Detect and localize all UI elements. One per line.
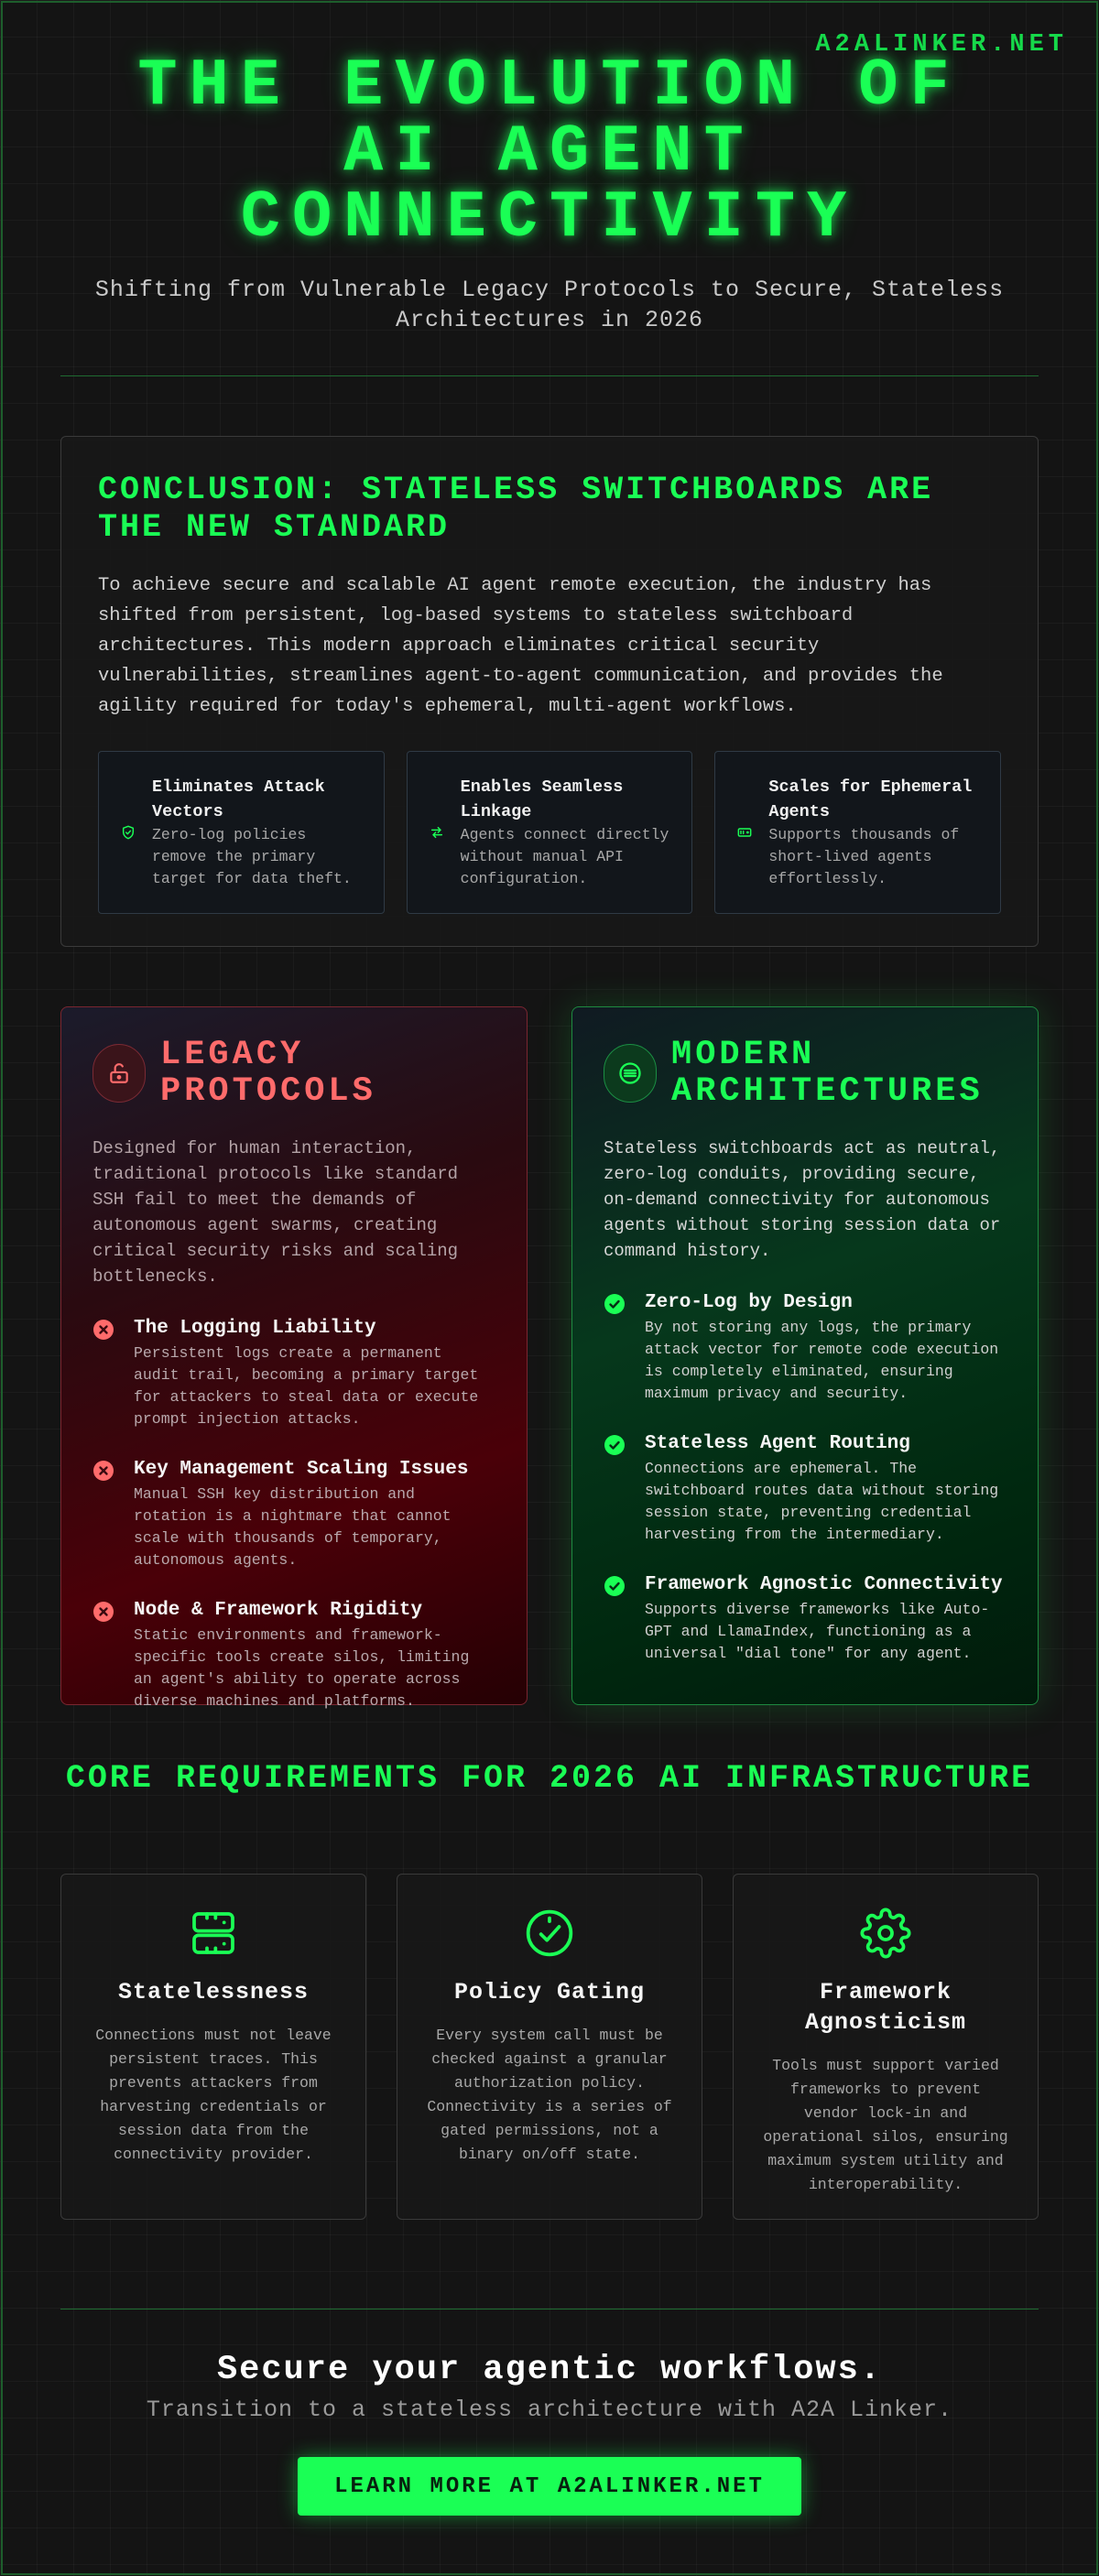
benefit-desc: Supports thousands of short-lived agents effortlessly. xyxy=(768,826,960,887)
benefit-list xyxy=(98,751,1001,914)
point-desc: Connections are ephemeral. The switchboard routes data without storing session state, preventing credential harvesting from the intermediary. xyxy=(645,1460,999,1543)
lock-open-icon xyxy=(92,1044,146,1103)
list-item xyxy=(92,1317,495,1430)
conclusion-card xyxy=(60,436,1039,947)
list-item xyxy=(92,1599,495,1712)
list-item xyxy=(604,1432,1007,1546)
arrows-exchange-icon xyxy=(430,825,446,840)
benefit-card xyxy=(98,751,385,914)
list-item xyxy=(604,1573,1007,1665)
benefit-desc: Agents connect directly without manual API configuration. xyxy=(460,826,669,887)
benefit-title: Eliminates Attack Vectors xyxy=(152,777,325,821)
modern-header xyxy=(604,1037,1007,1110)
benefit-card xyxy=(407,751,693,914)
server-icon xyxy=(89,1908,338,1959)
cta-title: Secure your agentic workflows. xyxy=(216,2351,883,2389)
benefit-title: Enables Seamless Linkage xyxy=(460,777,624,821)
requirement-card-policy-gating xyxy=(397,1874,702,2220)
check-circle-icon xyxy=(604,1293,627,1405)
benefit-title: Scales for Ephemeral Agents xyxy=(768,777,973,821)
requirement-card-framework-agnosticism xyxy=(733,1874,1039,2220)
point-desc: By not storing any logs, the primary attack vector for remote code execution is completely eliminated, ensuring maximum privacy and security. xyxy=(645,1319,999,1402)
requirement-desc: Every system call must be checked against a granular authorization policy. Connectivity is a series of gated permissions, not a binary on/off state. xyxy=(427,2027,672,2163)
conclusion-title: CONCLUSION: STATELESS SWITCHBOARDS ARE THE NEW STANDARD xyxy=(98,472,934,546)
requirement-card-statelessness xyxy=(60,1874,366,2220)
benefit-desc: Zero-log policies remove the primary target for data theft. xyxy=(152,826,352,887)
point-title: Framework Agnostic Connectivity xyxy=(645,1574,1003,1595)
point-desc: Persistent logs create a permanent audit trail, becoming a primary target for attackers to steal data or execute prompt injection attacks. xyxy=(134,1344,479,1428)
legacy-point-list xyxy=(92,1317,495,1712)
point-title: Key Management Scaling Issues xyxy=(134,1459,469,1480)
gear-icon xyxy=(761,1908,1010,1959)
learn-more-button[interactable]: LEARN MORE AT A2ALINKER.NET xyxy=(298,2457,801,2516)
requirements-title: CORE REQUIREMENTS FOR 2026 AI INFRASTRUCTURE xyxy=(65,1760,1034,1797)
server-stack-icon xyxy=(737,825,754,840)
list-item xyxy=(92,1458,495,1571)
point-desc: Static environments and framework-specific tools create silos, limiting an agent's ability to operate across diverse machines and platforms. xyxy=(134,1626,470,1710)
point-desc: Supports diverse frameworks like Auto-GPT and LlamaIndex, functioning as a universal "dial tone" for any agent. xyxy=(645,1601,990,1662)
legacy-title: LEGACY PROTOCOLS xyxy=(160,1036,376,1111)
modern-architectures-card xyxy=(571,1006,1039,1705)
point-title: Node & Framework Rigidity xyxy=(134,1600,423,1621)
requirement-desc: Tools must support varied frameworks to prevent vendor lock-in and operational silos, ensuring maximum system utility and interoperability. xyxy=(763,2057,1008,2193)
modern-intro: Stateless switchboards act as neutral, zero-log conduits, providing secure, on-demand connectivity for autonomous agents without storing session data or command history. xyxy=(604,1138,1001,1261)
page-subtitle: Shifting from Vulnerable Legacy Protocols to Secure, Stateless Architectures in 2026 xyxy=(94,277,1005,333)
point-desc: Manual SSH key distribution and rotation is a nightmare that cannot scale with thousands of temporary, autonomous agents. xyxy=(134,1485,452,1569)
requirement-desc: Connections must not leave persistent traces. This prevents attackers from harvesting credentials or session data from the connectivity provider. xyxy=(95,2027,332,2163)
conclusion-body: To achieve secure and scalable AI agent remote execution, the industry has shifted from persistent, log-based systems to stateless switchboard architectures. This modern approach eliminates critical security vulnerabilities, streamlines agent-to-agent communication, and provides the agility required for today's ephemeral, multi-agent workflows. xyxy=(98,575,943,717)
list-item xyxy=(604,1291,1007,1405)
legacy-header xyxy=(92,1037,495,1110)
cta-subtitle: Transition to a stateless architecture with A2A Linker. xyxy=(146,2397,953,2423)
requirement-title: Statelessness xyxy=(117,1979,310,2005)
legacy-protocols-card xyxy=(60,1006,528,1710)
x-circle-icon xyxy=(92,1601,116,1712)
point-title: Stateless Agent Routing xyxy=(645,1433,910,1454)
x-circle-icon xyxy=(92,1460,116,1571)
badge-check-icon xyxy=(425,1908,674,1959)
page-title: THE EVOLUTION OF AI AGENT CONNECTIVITY xyxy=(137,49,962,255)
divider xyxy=(60,375,1039,376)
shield-check-icon xyxy=(121,825,137,840)
divider xyxy=(60,2309,1039,2310)
requirement-title: Framework Agnosticism xyxy=(804,1979,967,2036)
point-title: The Logging Liability xyxy=(134,1318,376,1339)
modern-point-list xyxy=(604,1291,1007,1665)
check-circle-icon xyxy=(604,1434,627,1546)
hero xyxy=(0,49,1099,335)
database-lock-icon xyxy=(604,1044,657,1103)
point-title: Zero-Log by Design xyxy=(645,1292,853,1313)
brand-logo[interactable]: A2ALINKER.NET xyxy=(815,31,1068,59)
requirement-title: Policy Gating xyxy=(453,1979,646,2005)
check-circle-icon xyxy=(604,1575,627,1665)
legacy-intro: Designed for human interaction, traditional protocols like standard SSH fail to meet the demands of autonomous agent swarms, creating critical security risks and scaling bottlenecks. xyxy=(92,1138,459,1287)
x-circle-icon xyxy=(92,1319,116,1430)
benefit-card xyxy=(714,751,1001,914)
modern-title: MODERN ARCHITECTURES xyxy=(671,1036,984,1111)
